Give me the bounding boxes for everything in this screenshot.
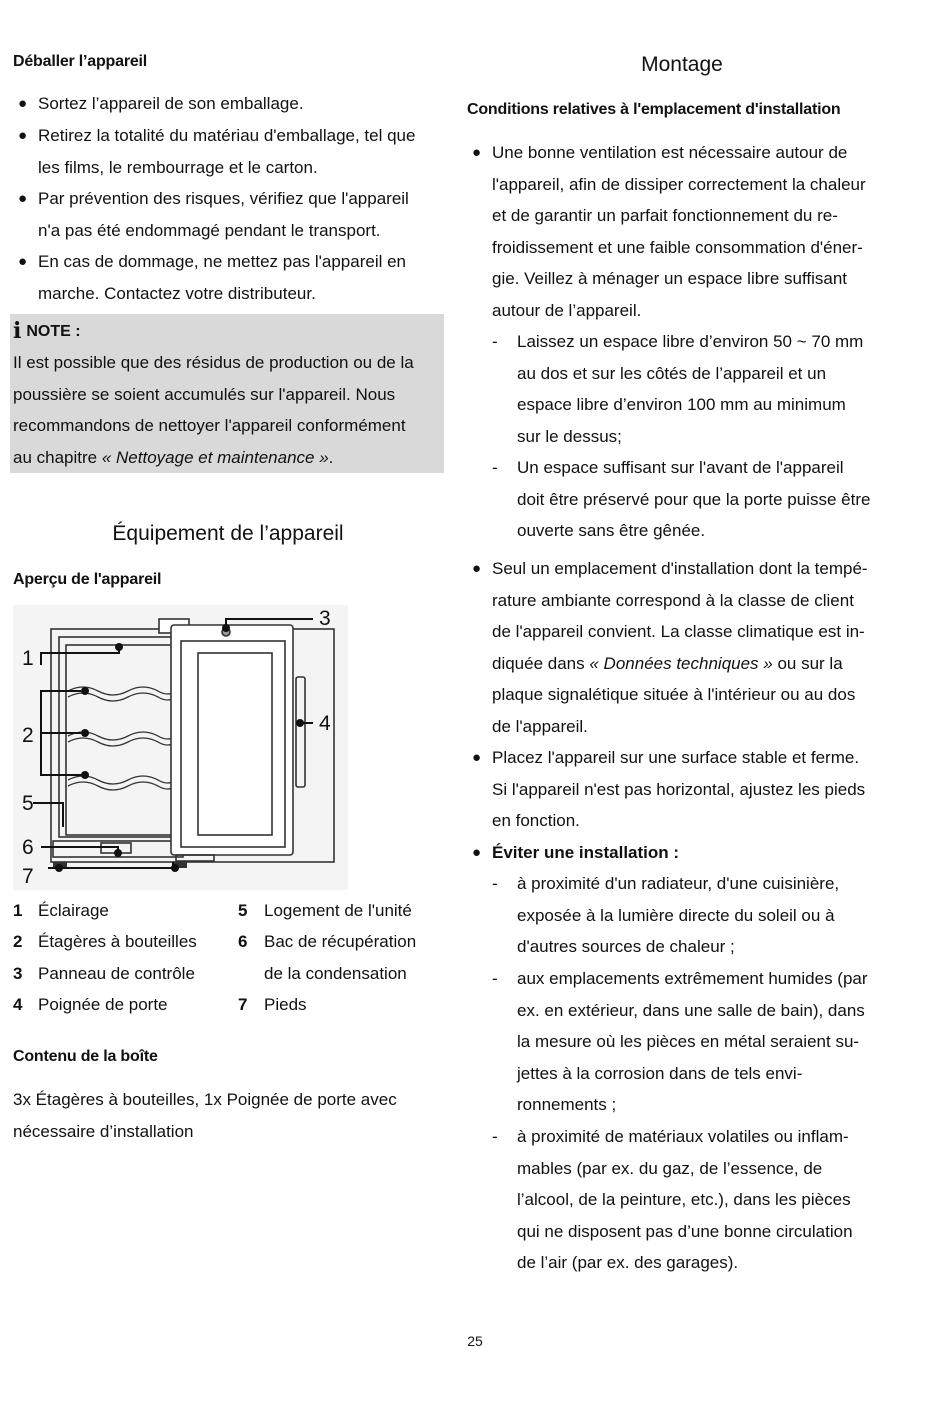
legend-label: Poignée de porte (38, 995, 168, 1014)
unpack-item-line: Retirez la totalité du matériau d'emballage, tel que (38, 126, 416, 145)
equipment-heading: Équipement de l’appareil (112, 522, 344, 545)
bullet-icon: ● (18, 190, 28, 207)
legend-num: 7 (238, 995, 248, 1014)
unpack-item-line: les films, le rembourrage et le carton. (38, 157, 318, 177)
avoid-line: la mesure où les pièces en métal seraient su- (517, 1032, 860, 1051)
bullet-icon: ● (472, 144, 482, 161)
legend-label: Étagères à bouteilles (38, 932, 197, 951)
avoid-line: d'autres sources de chaleur ; (517, 937, 735, 956)
dash-marker: - (492, 1127, 498, 1146)
bullet-icon: ● (18, 127, 28, 144)
dash-marker: - (492, 332, 498, 351)
unpack-item-4 (18, 246, 407, 309)
clearance-line: doit être préservé pour que la porte puisse être (517, 489, 871, 509)
callout-6: 6 (22, 836, 34, 859)
clearance-line: Un espace suffisant sur l'avant de l'appareil (517, 458, 844, 477)
callout-7: 7 (22, 865, 34, 888)
avoid-line: l’alcool, de la peinture, etc.), dans les pièces (517, 1190, 851, 1209)
stable-surface-line: Placez l'appareil sur une surface stable et ferme. (492, 748, 860, 767)
unpack-item-line: En cas de dommage, ne mettez pas l'appareil en (38, 252, 407, 271)
overview-heading: Aperçu de l'appareil (13, 571, 162, 588)
legend-label-line: de la condensation (264, 963, 407, 983)
ventilation-line: gie. Veillez à ménager un espace libre suffisant (492, 269, 848, 288)
avoid-line: aux emplacements extrêmement humides (par (517, 969, 868, 988)
clearance-subitem-2 (492, 452, 871, 547)
legend-num: 6 (238, 932, 248, 951)
temperature-line-4-suffix: ou sur la (772, 653, 843, 673)
note-line: Il est possible que des résidus de production ou de la (13, 353, 414, 372)
legend-label: Pieds (264, 995, 307, 1014)
bullet-icon: ● (18, 253, 28, 270)
avoid-installation-item (472, 837, 680, 869)
ventilation-item (472, 137, 866, 326)
avoid-subitem-3 (492, 1121, 853, 1279)
avoid-line: de l’air (par ex. des garages). (517, 1253, 739, 1272)
callout-3: 3 (319, 607, 331, 630)
avoid-subitem-1 (492, 868, 840, 963)
legend-num: 3 (13, 964, 23, 983)
info-icon: i (13, 318, 22, 344)
note-title-text: NOTE : (26, 323, 81, 340)
stable-surface-item (472, 742, 866, 837)
avoid-line: jettes à la corrosion dans de tels envi- (517, 1063, 803, 1083)
bullet-icon: ● (472, 560, 482, 577)
temperature-line: de l'appareil convient. La classe climatique est in- (492, 622, 865, 641)
unpack-item-line: marche. Contactez votre distributeur. (38, 283, 316, 303)
door (171, 625, 305, 861)
appliance-diagram (13, 605, 348, 890)
note-title (13, 318, 81, 345)
dash-marker: - (492, 969, 498, 988)
clearance-line: sur le dessus; (517, 426, 622, 446)
box-contents-line: 3x Étagères à bouteilles, 1x Poignée de porte avec (13, 1090, 397, 1109)
bullet-icon: ● (472, 749, 482, 766)
avoid-line: ex. en extérieur, dans une salle de bain), dans (517, 1000, 865, 1020)
bullet-icon: ● (472, 844, 482, 861)
clearance-line: espace libre d’environ 100 mm au minimum (517, 395, 846, 414)
unpack-item-line: n'a pas été endommagé pendant le transport. (38, 220, 381, 240)
avoid-line: à proximité d'un radiateur, d'une cuisinière, (517, 874, 840, 893)
clearance-subitem-1 (492, 326, 864, 452)
unpack-item-1 (18, 88, 304, 120)
note-line-4-suffix: . (328, 447, 334, 467)
temperature-line: Seul un emplacement d'installation dont la tempé- (492, 559, 868, 578)
avoid-line: à proximité de matériaux volatiles ou inflam- (517, 1127, 849, 1146)
dash-marker: - (492, 458, 498, 477)
note-line: recommandons de nettoyer l'appareil conformément (13, 416, 406, 435)
avoid-line: exposée à la lumière directe du soleil ou à (517, 905, 835, 925)
temperature-line-4 (492, 648, 868, 680)
technical-data-reference: « Données techniques » (589, 653, 773, 673)
callout-2: 2 (22, 724, 34, 747)
legend-label: Panneau de contrôle (38, 964, 195, 983)
unpack-item-3 (18, 183, 409, 246)
box-contents-text (13, 1084, 397, 1147)
unpack-item-2 (18, 120, 416, 183)
ventilation-line: autour de l’appareil. (492, 300, 642, 320)
legend-label (264, 926, 416, 989)
legend-label: Logement de l'unité (264, 901, 412, 920)
callout-5: 5 (22, 792, 34, 815)
note-text (13, 347, 443, 473)
clearance-line: au dos et sur les côtés de l’appareil et un (517, 363, 827, 383)
unpack-item-line: Par prévention des risques, vérifiez que l'appareil (38, 189, 409, 208)
bullet-icon: ● (18, 95, 28, 112)
callout-4: 4 (319, 712, 331, 735)
note-line: poussière se soient accumulés sur l'appareil. Nous (13, 384, 396, 404)
avoid-installation-heading: Éviter une installation : (492, 843, 680, 862)
legend-label: Éclairage (38, 901, 109, 920)
note-chapter-reference: « Nettoyage et maintenance » (101, 447, 329, 467)
unpack-item-line: Sortez l’appareil de son emballage. (38, 94, 304, 113)
unpack-heading: Déballer l’appareil (13, 53, 148, 70)
conditions-heading: Conditions relatives à l'emplacement d'installation (467, 101, 841, 118)
note-line-4-prefix: au chapitre (13, 447, 102, 467)
stable-surface-line: en fonction. (492, 811, 580, 830)
callout-1: 1 (22, 647, 34, 670)
ventilation-line: l'appareil, afin de dissiper correctement la chaleur (492, 174, 866, 194)
box-contents-heading: Contenu de la boîte (13, 1048, 158, 1065)
ventilation-line: et de garantir un parfait fonctionnement du re- (492, 206, 838, 225)
avoid-line: ronnements ; (517, 1095, 617, 1114)
stable-surface-line: Si l'appareil n'est pas horizontal, ajustez les pieds (492, 779, 866, 799)
note-line-4 (13, 442, 443, 474)
temperature-line-4-prefix: diquée dans (492, 653, 590, 673)
legend-num: 4 (13, 995, 23, 1014)
temperature-item (472, 553, 868, 742)
temperature-line: rature ambiante correspond à la classe de client (492, 590, 854, 610)
dash-marker: - (492, 874, 498, 893)
temperature-line: de l'appareil. (492, 716, 588, 736)
ventilation-line: froidissement et une faible consommation d'éner- (492, 237, 863, 257)
legend-num: 1 (13, 901, 23, 920)
avoid-line: qui ne disposent pas d’une bonne circulation (517, 1221, 853, 1241)
legend-label-line: Bac de récupération (264, 932, 417, 951)
page-number: 25 (467, 1333, 483, 1349)
avoid-subitem-2 (492, 963, 868, 1121)
box-contents-line: nécessaire d’installation (13, 1121, 194, 1141)
temperature-line: plaque signalétique située à l'intérieur ou au dos (492, 685, 856, 704)
montage-title: Montage (641, 53, 723, 76)
legend-num: 2 (13, 932, 23, 951)
avoid-line: mables (par ex. du gaz, de l’essence, de (517, 1158, 823, 1178)
clearance-line: Laissez un espace libre d’environ 50 ~ 70 mm (517, 332, 864, 351)
clearance-line: ouverte sans être gênée. (517, 521, 706, 540)
legend-num: 5 (238, 901, 248, 920)
ventilation-line: Une bonne ventilation est nécessaire autour de (492, 143, 848, 162)
